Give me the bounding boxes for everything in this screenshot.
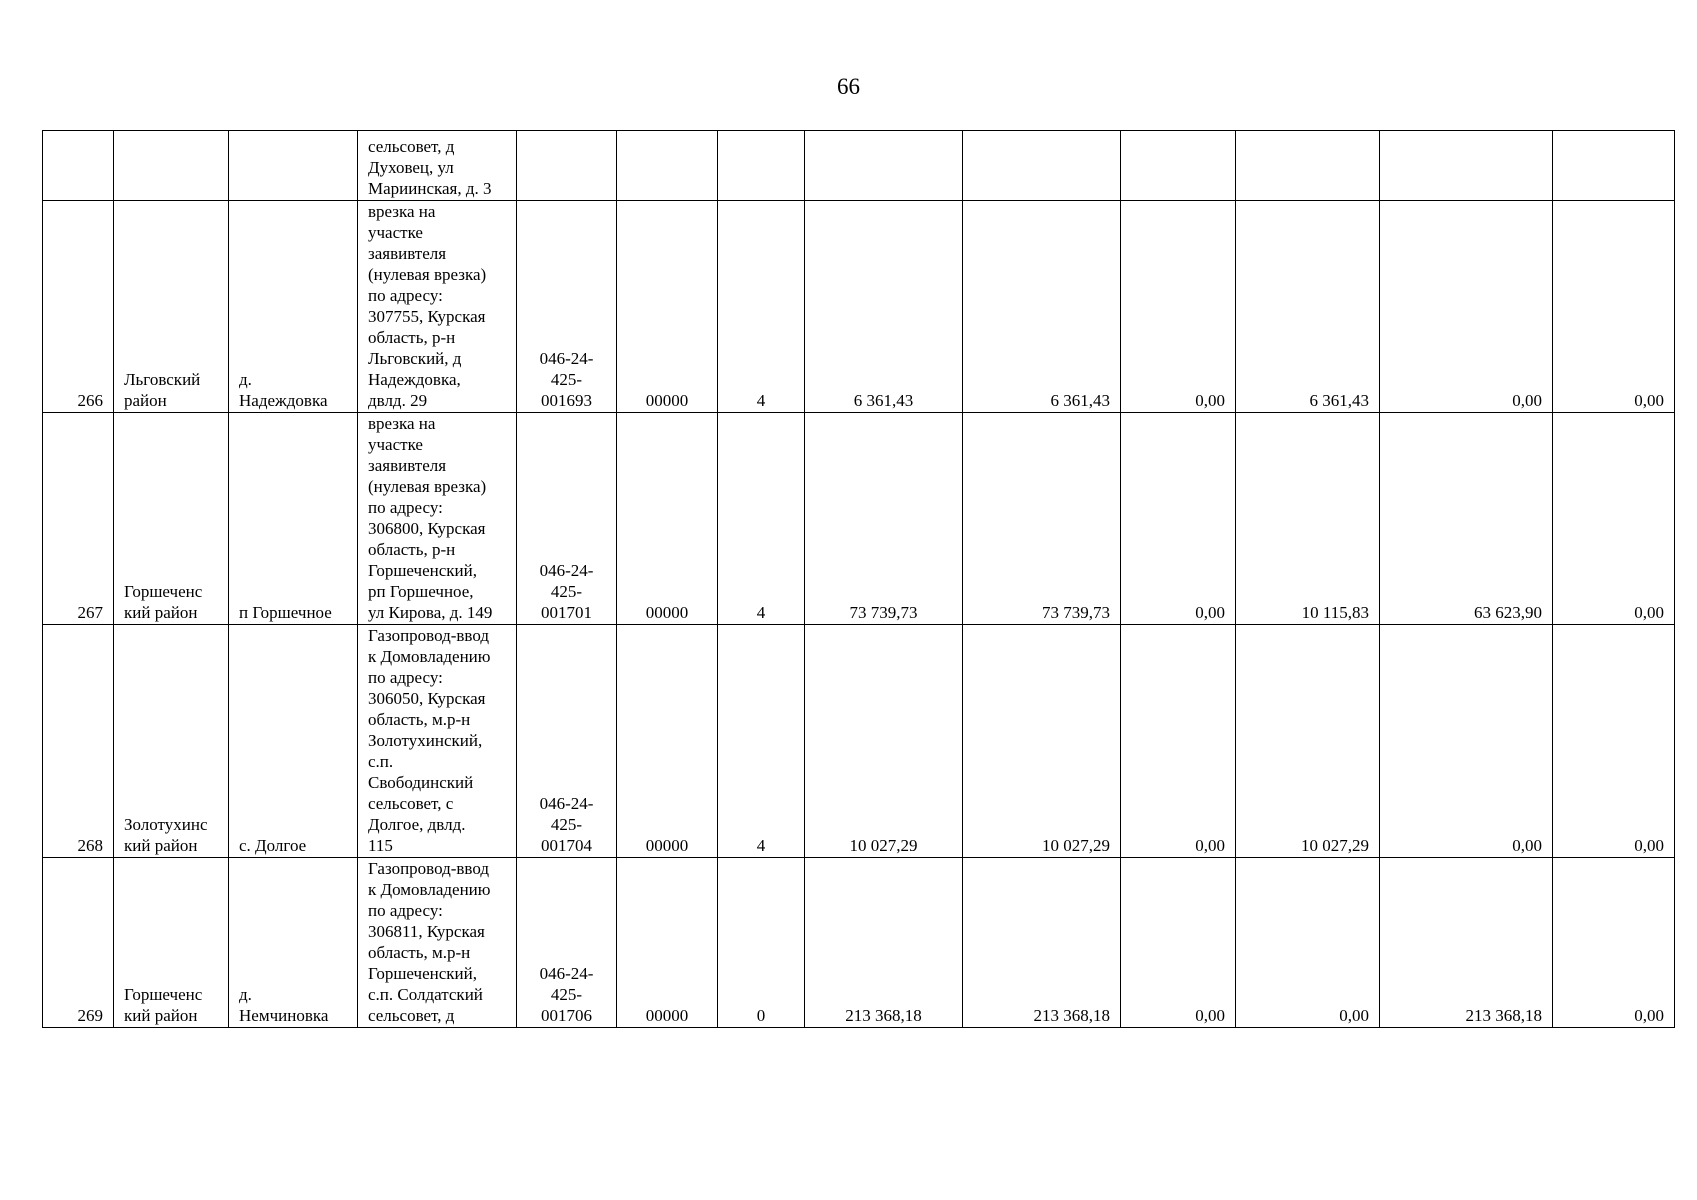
amount-cell: 0,00 (1553, 858, 1675, 1028)
amount-cell: 213 368,18 (963, 858, 1121, 1028)
amount-cell: 10 027,29 (1236, 625, 1380, 858)
amount-cell: 10 115,83 (1236, 413, 1380, 625)
amount-cell: 0,00 (1121, 413, 1236, 625)
description-cell: Газопровод-ввод к Домовладению по адресу: 306811, Курская область, м.р-н Горшеченский, с.п. Солдатский сельсовет, д (358, 858, 517, 1028)
amount-cell: 213 368,18 (1380, 858, 1553, 1028)
district-cell: Горшеченс кий район (114, 413, 229, 625)
amount-cell: 0,00 (1121, 201, 1236, 413)
count-cell: 4 (718, 625, 805, 858)
table-row (43, 625, 1675, 858)
row-number-cell: 267 (43, 413, 114, 625)
amount-cell: 213 368,18 (805, 858, 963, 1028)
district-cell: Горшеченс кий район (114, 858, 229, 1028)
table-row (43, 131, 1675, 201)
amount-cell: 10 027,29 (805, 625, 963, 858)
district-cell: Льговский район (114, 201, 229, 413)
zero-code-cell: 00000 (617, 201, 718, 413)
district-cell: Золотухинс кий район (114, 625, 229, 858)
amount-cell (1553, 131, 1675, 201)
amount-cell: 0,00 (1553, 201, 1675, 413)
count-cell: 4 (718, 201, 805, 413)
amount-cell: 0,00 (1121, 858, 1236, 1028)
amount-cell: 6 361,43 (805, 201, 963, 413)
zero-code-cell (617, 131, 718, 201)
description-cell: врезка на участке заявивтеля (нулевая врезка) по адресу: 307755, Курская область, р-н Льговский, д Надеждовка, двлд. 29 (358, 201, 517, 413)
amount-cell (805, 131, 963, 201)
count-cell: 0 (718, 858, 805, 1028)
row-number-cell: 269 (43, 858, 114, 1028)
count-cell: 4 (718, 413, 805, 625)
amount-cell: 0,00 (1380, 201, 1553, 413)
settlement-cell: с. Долгое (229, 625, 358, 858)
row-number-cell: 266 (43, 201, 114, 413)
data-table (42, 130, 1675, 1028)
zero-code-cell: 00000 (617, 413, 718, 625)
amount-cell: 73 739,73 (963, 413, 1121, 625)
table-row (43, 413, 1675, 625)
settlement-cell: д. Надеждовка (229, 201, 358, 413)
table-row (43, 858, 1675, 1028)
settlement-cell (229, 131, 358, 201)
amount-cell: 6 361,43 (963, 201, 1121, 413)
amount-cell (1380, 131, 1553, 201)
amount-cell (1121, 131, 1236, 201)
code-cell: 046-24- 425- 001693 (517, 201, 617, 413)
description-cell: Газопровод-ввод к Домовладению по адресу: 306050, Курская область, м.р-н Золотухинский, с.п. Свободинский сельсовет, с Долгое, двлд. 115 (358, 625, 517, 858)
zero-code-cell: 00000 (617, 625, 718, 858)
description-cell: сельсовет, д Духовец, ул Мариинская, д. 3 (358, 131, 517, 201)
amount-cell: 0,00 (1380, 625, 1553, 858)
row-number-cell (43, 131, 114, 201)
code-cell: 046-24- 425- 001706 (517, 858, 617, 1028)
amount-cell: 63 623,90 (1380, 413, 1553, 625)
page-number: 66 (837, 74, 860, 99)
code-cell: 046-24- 425- 001704 (517, 625, 617, 858)
amount-cell: 0,00 (1236, 858, 1380, 1028)
code-cell (517, 131, 617, 201)
settlement-cell: д. Немчиновка (229, 858, 358, 1028)
row-number-cell: 268 (43, 625, 114, 858)
amount-cell: 6 361,43 (1236, 201, 1380, 413)
table-row (43, 201, 1675, 413)
count-cell (718, 131, 805, 201)
amount-cell: 0,00 (1553, 625, 1675, 858)
settlement-cell: п Горшечное (229, 413, 358, 625)
amount-cell: 10 027,29 (963, 625, 1121, 858)
zero-code-cell: 00000 (617, 858, 718, 1028)
code-cell: 046-24- 425- 001701 (517, 413, 617, 625)
amount-cell (963, 131, 1121, 201)
amount-cell: 0,00 (1553, 413, 1675, 625)
description-cell: врезка на участке заявивтеля (нулевая врезка) по адресу: 306800, Курская область, р-н Горшеченский, рп Горшечное, ул Кирова, д. 149 (358, 413, 517, 625)
amount-cell (1236, 131, 1380, 201)
district-cell (114, 131, 229, 201)
amount-cell: 73 739,73 (805, 413, 963, 625)
amount-cell: 0,00 (1121, 625, 1236, 858)
